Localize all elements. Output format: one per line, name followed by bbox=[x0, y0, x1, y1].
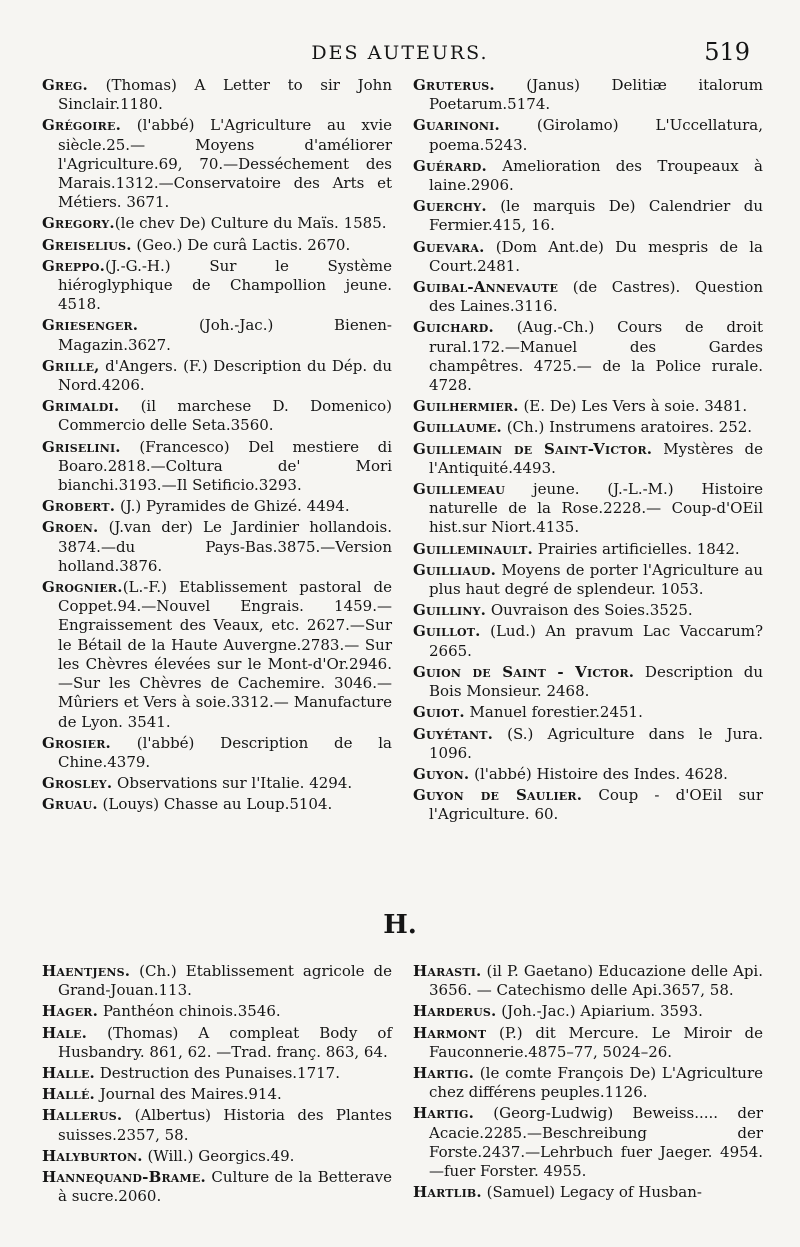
entry-text: (Lud.) An pravum Lac Vaccarum? 2665. bbox=[429, 622, 763, 660]
index-entry bbox=[413, 725, 763, 763]
section-heading-h: H. bbox=[383, 910, 417, 940]
entry-text: (il P. Gaetano) Educazione delle Api. 3656. — Catechismo delle Api.3657, 58. bbox=[429, 962, 763, 1000]
entry-text: Destruction des Punaises.1717. bbox=[94, 1064, 340, 1083]
author-name: Hartlib. bbox=[413, 1183, 482, 1202]
entry-text: (J.van der) Le Jardinier hollandois. 3874.—du Pays-Bas.3875.—Version holland.3876. bbox=[58, 518, 392, 575]
index-entry bbox=[413, 238, 763, 276]
entry-text: (P.) dit Mercure. Le Miroir de Fauconnerie.4875–77, 5024–26. bbox=[429, 1023, 763, 1061]
entry-text: (Will.) Georgics.49. bbox=[142, 1146, 295, 1165]
author-name: Guilliaud. bbox=[413, 560, 497, 579]
entry-text: Coup - d'OEil sur l'Agriculture. 60. bbox=[429, 786, 764, 824]
index-entry bbox=[42, 438, 392, 496]
page-number: 519 bbox=[704, 38, 750, 66]
author-name: Grobert. bbox=[42, 497, 116, 516]
index-entry bbox=[42, 214, 392, 233]
index-entry bbox=[42, 76, 392, 114]
index-entry bbox=[42, 1002, 392, 1021]
index-entry bbox=[413, 480, 763, 538]
author-name: Gregory. bbox=[42, 214, 115, 233]
author-name: Harmont bbox=[413, 1023, 487, 1042]
index-entry bbox=[42, 397, 392, 435]
entry-text: (Geo.) De curâ Lactis. 2670. bbox=[131, 235, 351, 254]
entry-text: Journal des Maires.914. bbox=[94, 1085, 282, 1104]
entry-text: (le chev De) Culture du Maïs. 1585. bbox=[114, 214, 387, 233]
author-name: Gruau. bbox=[42, 795, 98, 814]
author-name: Halyburton. bbox=[42, 1146, 143, 1165]
index-entry bbox=[42, 1106, 392, 1144]
index-entry bbox=[413, 962, 763, 1000]
author-name: Hager. bbox=[42, 1002, 99, 1021]
author-name: Guilliny. bbox=[413, 601, 487, 620]
author-name: Guion de Saint - Victor. bbox=[413, 662, 635, 681]
entry-text: Prairies artificielles. 1842. bbox=[532, 539, 740, 558]
entry-text: (Georg-Ludwig) Beweiss..... der Acacie.2285.—Beschreibung der Forste.2437.—Lehrbuch fuer Jaeger. 4954.—fuer Forster. 4955. bbox=[429, 1104, 763, 1181]
index-entry bbox=[42, 962, 392, 1000]
index-entry bbox=[42, 1064, 392, 1083]
entry-text: (Francesco) Del mestiere di Boaro.2818.—Coltura de' Mori bianchi.3193.—Il Setificio.3293. bbox=[58, 437, 392, 495]
column-bottom-left bbox=[42, 962, 392, 1208]
column-top-left bbox=[42, 76, 392, 817]
entry-text: jeune. (J.-L.-M.) Histoire naturelle de la Rose.2228.— Coup-d'OEil hist.sur Niort.4135. bbox=[429, 480, 763, 537]
author-name: Harderus. bbox=[413, 1002, 497, 1021]
entry-text: d'Angers. (F.) Description du Dép. du Nord.4206. bbox=[58, 356, 392, 395]
index-entry bbox=[413, 440, 763, 478]
entry-text: (S.) Agriculture dans le Jura. 1096. bbox=[429, 724, 763, 762]
author-name: Guyétant. bbox=[413, 724, 494, 743]
entry-text: (l'abbé) Description de la Chine.4379. bbox=[58, 733, 392, 771]
index-entry bbox=[413, 1104, 763, 1181]
author-name: Guérard. bbox=[413, 156, 487, 175]
author-name: Guarinoni. bbox=[413, 116, 500, 135]
author-name: Guilhermier. bbox=[413, 397, 519, 416]
entry-text: (Thomas) A compleat Body of Husbandry. 861, 62. —Trad. franç. 863, 64. bbox=[58, 1023, 392, 1061]
entry-text: (Samuel) Legacy of Husban- bbox=[481, 1183, 702, 1202]
author-name: Guilleminault. bbox=[413, 539, 533, 558]
entry-text: Mystères de l'Antiquité.4493. bbox=[429, 439, 763, 477]
index-entry bbox=[42, 795, 392, 814]
author-name: Grognier. bbox=[42, 578, 123, 597]
author-name: Griesenger. bbox=[42, 316, 139, 335]
entry-text: (Aug.-Ch.) Cours de droit rural.172.—Manuel des Gardes champêtres. 4725.— de la Police rurale. 4728. bbox=[429, 318, 763, 395]
entry-text: (l'abbé) L'Agriculture au xvie siècle.25.— Moyens d'améliorer l'Agriculture.69, 70.—Desséchement des Marais.1312.—Conservatoire des Arts et Métiers. 3671. bbox=[58, 116, 392, 212]
entry-text: Amelioration des Troupeaux à laine.2906. bbox=[429, 156, 763, 195]
index-entry bbox=[413, 397, 763, 416]
author-name: Grosley. bbox=[42, 774, 113, 793]
entry-text: (Joh.-Jac.) Apiarium. 3593. bbox=[496, 1002, 703, 1021]
index-entry bbox=[42, 734, 392, 772]
index-entry bbox=[42, 518, 392, 576]
running-title: DES AUTEURS. bbox=[311, 42, 489, 64]
index-entry bbox=[413, 561, 763, 599]
index-entry bbox=[413, 622, 763, 660]
author-name: Guibal-Annevaute bbox=[413, 278, 559, 297]
author-name: Harasti. bbox=[413, 962, 482, 980]
index-entry bbox=[413, 1002, 763, 1021]
index-entry bbox=[42, 357, 392, 395]
entry-text: (J.-G.-H.) Sur le Système hiéroglyphique de Champollion jeune. 4518. bbox=[58, 256, 392, 314]
index-entry bbox=[413, 601, 763, 620]
author-name: Greppo. bbox=[42, 256, 106, 275]
index-entry bbox=[413, 318, 763, 395]
author-name: Halle. bbox=[42, 1064, 95, 1083]
index-entry bbox=[413, 1064, 763, 1102]
author-name: Hale. bbox=[42, 1023, 88, 1042]
entry-text: (Albertus) Historia des Plantes suisses.2357, 58. bbox=[58, 1106, 392, 1144]
index-entry bbox=[42, 236, 392, 255]
page-header bbox=[40, 38, 760, 72]
author-name: Greiselius. bbox=[42, 235, 132, 254]
author-name: Guerchy. bbox=[413, 197, 487, 216]
index-entry bbox=[413, 786, 763, 824]
entry-text: (Louys) Chasse au Loup.5104. bbox=[97, 795, 333, 814]
author-name: Grosier. bbox=[42, 733, 111, 752]
author-name: Guichard. bbox=[413, 318, 494, 337]
entry-text: (de Castres). Question des Laines.3116. bbox=[429, 278, 763, 316]
entry-text: (le comte François De) L'Agriculture chez différens peuples.1126. bbox=[429, 1064, 763, 1102]
entry-text: (Joh.-Jac.) Bienen-Magazin.3627. bbox=[58, 316, 392, 354]
index-entry bbox=[42, 1147, 392, 1166]
entry-text: Panthéon chinois.3546. bbox=[98, 1002, 281, 1021]
index-entry bbox=[413, 418, 763, 437]
author-name: Guyon de Saulier. bbox=[413, 786, 583, 805]
index-entry bbox=[42, 774, 392, 793]
author-name: Guiot. bbox=[413, 703, 465, 722]
column-top-right bbox=[413, 76, 763, 827]
author-name: Guillot. bbox=[413, 622, 481, 641]
entry-text: Ouvraison des Soies.3525. bbox=[486, 601, 693, 620]
author-name: Griselini. bbox=[42, 437, 121, 456]
author-name: Hartig. bbox=[413, 1104, 475, 1123]
author-name: Grégoire. bbox=[42, 116, 122, 135]
index-entry bbox=[42, 1085, 392, 1104]
index-entry bbox=[413, 703, 763, 722]
author-name: Grille, bbox=[42, 356, 100, 375]
index-entry bbox=[413, 540, 763, 559]
entry-text: Description du Bois Monsieur. 2468. bbox=[429, 662, 763, 701]
author-name: Hannequand-Brame. bbox=[42, 1168, 206, 1187]
entry-text: Moyens de porter l'Agriculture au plus haut degré de splendeur. 1053. bbox=[429, 560, 763, 599]
index-entry bbox=[413, 765, 763, 784]
index-entry bbox=[413, 1183, 763, 1202]
index-entry bbox=[413, 197, 763, 235]
author-name: Groen. bbox=[42, 518, 99, 537]
index-entry bbox=[413, 663, 763, 701]
index-entry bbox=[42, 578, 392, 732]
index-entry bbox=[42, 257, 392, 315]
index-entry bbox=[413, 278, 763, 316]
author-name: Haentjens. bbox=[42, 962, 131, 980]
entry-text: (J.) Pyramides de Ghizé. 4494. bbox=[115, 497, 350, 516]
author-name: Guevara. bbox=[413, 237, 485, 256]
author-name: Hallerus. bbox=[42, 1106, 123, 1125]
entry-text: Manuel forestier.2451. bbox=[464, 703, 643, 722]
index-entry bbox=[413, 157, 763, 195]
entry-text: (Janus) Delitiæ italorum Poetarum.5174. bbox=[429, 76, 763, 114]
entry-text: Observations sur l'Italie. 4294. bbox=[112, 774, 353, 793]
entry-text: Culture de la Betterave à sucre.2060. bbox=[58, 1168, 392, 1206]
entry-text: (Ch.) Etablissement agricole de Grand-Jouan.113. bbox=[58, 962, 392, 1000]
index-entry bbox=[42, 316, 392, 354]
column-bottom-right bbox=[413, 962, 763, 1204]
entry-text: (Thomas) A Letter to sir John Sinclair.1180. bbox=[58, 76, 392, 114]
author-name: Hallé. bbox=[42, 1085, 95, 1104]
entry-text: (il marchese D. Domenico) Commercio delle Seta.3560. bbox=[58, 397, 392, 435]
index-entry bbox=[42, 497, 392, 516]
author-name: Guyon. bbox=[413, 764, 470, 783]
entry-text: (l'abbé) Histoire des Indes. 4628. bbox=[469, 764, 728, 783]
entry-text: (Dom Ant.de) Du mespris de la Court.2481. bbox=[429, 237, 763, 275]
index-entry bbox=[413, 116, 763, 154]
index-entry bbox=[42, 1168, 392, 1206]
entry-text: (le marquis De) Calendrier du Fermier.415, 16. bbox=[429, 197, 763, 235]
author-name: Grimaldi. bbox=[42, 397, 120, 416]
entry-text: (L.-F.) Etablissement pastoral de Coppet.94.—Nouvel Engrais. 1459.—Engraissement des Veaux, etc. 2627.—Sur le Bétail de la Haute Auvergne.2783.— Sur les Chèvres élevées sur le Mont-d'Or.2946.—Sur les Chèvres de Cachemire. 3046.— Mûriers et Vers à soie.3312.— Manufacture de Lyon. 3541. bbox=[58, 578, 392, 731]
author-name: Guillemain de Saint-Victor. bbox=[413, 439, 653, 458]
entry-text: (Girolamo) L'Uccellatura, poema.5243. bbox=[429, 116, 763, 154]
index-entry bbox=[42, 1024, 392, 1062]
index-entry bbox=[42, 116, 392, 212]
index-entry bbox=[413, 76, 763, 114]
author-name: Guillemeau bbox=[413, 480, 506, 499]
author-name: Hartig. bbox=[413, 1064, 475, 1083]
entry-text: (Ch.) Instrumens aratoires. 252. bbox=[501, 418, 753, 437]
index-entry bbox=[413, 1024, 763, 1062]
author-name: Greg. bbox=[42, 76, 88, 94]
author-name: Guillaume. bbox=[413, 418, 502, 437]
entry-text: (E. De) Les Vers à soie. 3481. bbox=[518, 397, 748, 416]
author-name: Gruterus. bbox=[413, 76, 495, 94]
